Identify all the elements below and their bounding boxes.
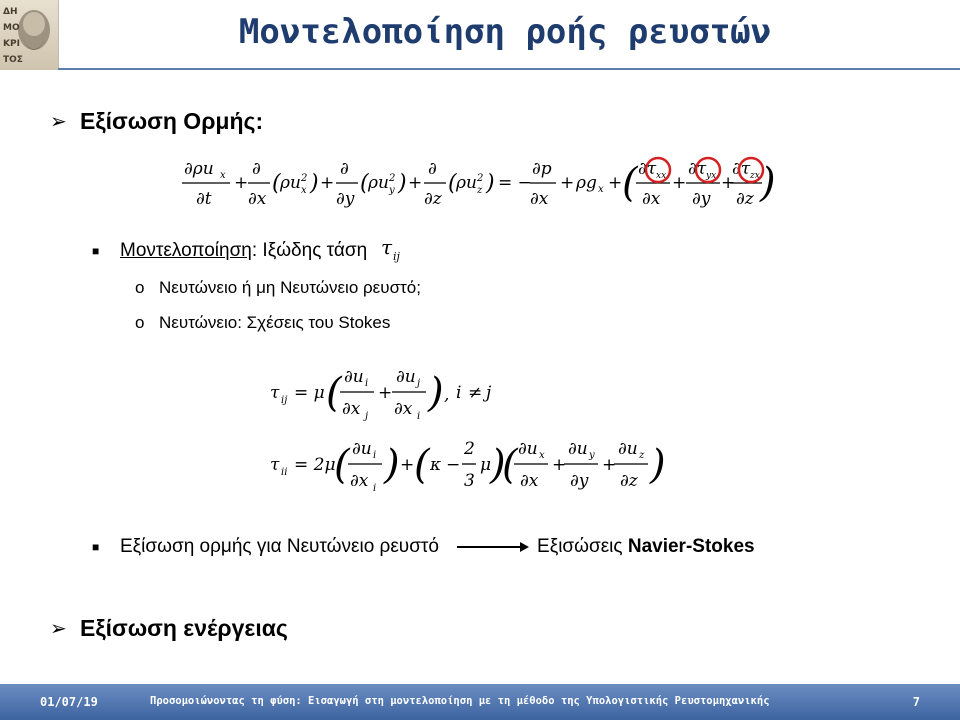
svg-text:): ) — [428, 370, 444, 416]
svg-text:∂x: ∂x — [642, 189, 661, 209]
svg-text:xx: xx — [656, 171, 667, 181]
svg-text:yx: yx — [706, 171, 717, 181]
svg-text:= −: = − — [498, 173, 532, 193]
svg-text:∂p: ∂p — [532, 159, 552, 179]
svg-text:∂u: ∂u — [518, 439, 538, 459]
svg-text:i: i — [417, 411, 421, 422]
svg-text:+: + — [400, 455, 415, 475]
svg-text:∂x: ∂x — [248, 189, 267, 209]
svg-text:(: ( — [334, 442, 350, 488]
bullet-modeling — [92, 236, 417, 266]
svg-text:+: + — [378, 383, 393, 403]
bullet-navier-stokes — [92, 536, 755, 558]
svg-text:+: + — [602, 455, 617, 475]
svg-text:i: i — [365, 378, 369, 389]
svg-text:z: z — [639, 450, 645, 461]
arrow-bullet-icon: ➢ — [50, 111, 67, 133]
svg-text:): ) — [650, 442, 666, 488]
svg-text:∂: ∂ — [340, 159, 349, 179]
svg-text:−: − — [446, 455, 461, 475]
svg-text:(: ( — [272, 171, 281, 196]
svg-text:y: y — [589, 450, 595, 461]
tau-ij-symbol — [377, 236, 417, 266]
bullet-momentum — [50, 108, 263, 135]
svg-text:+: + — [552, 455, 567, 475]
page-title: Μοντελοποίηση ροής ρευστών — [238, 12, 772, 52]
svg-text:i: i — [373, 483, 377, 494]
svg-text:τ: τ — [270, 383, 280, 403]
svg-text:ρu: ρu — [368, 173, 389, 193]
sub-bullet-stokes — [135, 313, 390, 333]
svg-text:(: ( — [448, 171, 457, 196]
title-divider — [58, 68, 960, 70]
svg-text:): ) — [398, 171, 407, 196]
svg-text:): ) — [760, 160, 776, 206]
ns-right-plain: Εξισώσεις — [537, 536, 628, 557]
svg-text:x: x — [598, 184, 604, 195]
footer-bar — [0, 684, 960, 720]
svg-text:j: j — [365, 411, 369, 422]
momentum-equation — [180, 150, 776, 216]
stokes-equations — [268, 358, 668, 504]
svg-text:+: + — [608, 173, 623, 193]
svg-text:∂x: ∂x — [350, 471, 369, 491]
svg-text:,: , — [444, 385, 450, 405]
svg-text:x: x — [301, 185, 307, 196]
svg-text:i: i — [373, 450, 377, 461]
svg-text:ΔΗ: ΔΗ — [3, 7, 18, 17]
bullet-energy — [50, 615, 288, 642]
svg-text:ΤΟΣ: ΤΟΣ — [3, 55, 23, 65]
svg-text:(: ( — [326, 370, 342, 416]
svg-text:ii: ii — [281, 467, 288, 478]
footer-date: 01/07/19 — [40, 695, 98, 709]
svg-text:∂x: ∂x — [394, 399, 413, 419]
svg-text:(: ( — [622, 160, 638, 206]
momentum-heading: Εξίσωση Ορμής: — [80, 108, 264, 134]
svg-text:2: 2 — [301, 173, 308, 184]
svg-text:∂u: ∂u — [568, 439, 588, 459]
circle-bullet-icon: o — [135, 313, 145, 332]
svg-text:∂x: ∂x — [530, 189, 549, 209]
svg-text:x: x — [220, 170, 226, 181]
svg-text:): ) — [486, 171, 495, 196]
svg-text:ρg: ρg — [576, 173, 597, 193]
svg-text:∂y: ∂y — [336, 189, 355, 209]
svg-text:i: i — [456, 383, 462, 403]
svg-text:2: 2 — [477, 173, 484, 184]
svg-text:+: + — [320, 173, 335, 193]
svg-text:≠: ≠ — [468, 383, 483, 403]
sub-bullet-newtonian-question — [135, 278, 421, 298]
svg-text:τ: τ — [381, 235, 393, 259]
svg-text:(: ( — [360, 171, 369, 196]
svg-text:κ: κ — [430, 455, 442, 475]
svg-text:∂z: ∂z — [736, 189, 754, 209]
svg-text:∂x: ∂x — [342, 399, 361, 419]
svg-text:2: 2 — [464, 439, 475, 459]
svg-text:∂u: ∂u — [352, 439, 372, 459]
svg-text:ΚΡΙ: ΚΡΙ — [3, 39, 20, 49]
svg-text:ij: ij — [393, 250, 401, 263]
svg-text:+: + — [721, 173, 736, 193]
energy-heading: Εξίσωση ενέργειας — [80, 615, 288, 641]
svg-text:3: 3 — [464, 471, 475, 491]
svg-text:j: j — [417, 378, 421, 389]
svg-text:j: j — [486, 383, 492, 403]
svg-text:∂t: ∂t — [196, 189, 212, 209]
square-bullet-icon: ■ — [92, 540, 100, 554]
svg-text:ρu: ρu — [456, 173, 477, 193]
svg-text:x: x — [539, 450, 545, 461]
svg-text:+: + — [234, 173, 249, 193]
svg-text:= 2μ: = 2μ — [294, 455, 336, 475]
svg-text:z: z — [477, 185, 483, 196]
svg-text:ρu: ρu — [280, 173, 301, 193]
ns-right-bold: Navier-Stokes — [627, 536, 755, 557]
svg-text:∂ρu: ∂ρu — [184, 159, 214, 179]
svg-text:∂τ: ∂τ — [688, 159, 707, 179]
circle-bullet-icon: o — [135, 278, 145, 297]
svg-text:(: ( — [414, 442, 430, 488]
svg-text:∂z: ∂z — [620, 471, 638, 491]
svg-text:(: ( — [502, 442, 518, 488]
svg-text:): ) — [384, 442, 400, 488]
svg-text:∂u: ∂u — [396, 367, 416, 387]
footer-text: Προσομοιώνοντας τη φύση: Εισαγωγή στη μοντελοποίηση με τη μέθοδο της Υπολογιστικής Ρευστομηχανικής — [150, 695, 770, 707]
sub-bullet-text: Νευτώνειο: Σχέσεις του Stokes — [159, 313, 391, 332]
svg-text:∂: ∂ — [252, 159, 261, 179]
svg-text:∂x: ∂x — [520, 471, 539, 491]
svg-text:+: + — [560, 173, 575, 193]
svg-text:∂: ∂ — [428, 159, 437, 179]
svg-text:zx: zx — [750, 171, 760, 181]
ns-left-text: Εξίσωση ορμής για Νευτώνειο ρευστό — [120, 536, 440, 557]
svg-text:μ: μ — [480, 455, 492, 475]
svg-text:+: + — [672, 173, 687, 193]
ns-right-text — [537, 536, 755, 558]
university-logo-icon — [0, 0, 59, 70]
svg-text:∂u: ∂u — [344, 367, 364, 387]
svg-text:∂τ: ∂τ — [732, 159, 751, 179]
svg-text:): ) — [310, 171, 319, 196]
svg-text:ij: ij — [281, 395, 288, 406]
svg-text:∂u: ∂u — [618, 439, 638, 459]
svg-text:∂z: ∂z — [424, 189, 442, 209]
svg-text:): ) — [490, 442, 506, 488]
svg-text:= μ: = μ — [294, 383, 325, 403]
arrow-bullet-icon: ➢ — [50, 618, 67, 640]
square-bullet-icon: ■ — [92, 244, 100, 258]
svg-text:∂y: ∂y — [692, 189, 711, 209]
modeling-label: Μοντελοποίηση — [120, 240, 252, 261]
svg-text:∂y: ∂y — [570, 471, 589, 491]
svg-text:+: + — [408, 173, 423, 193]
right-arrow-icon — [457, 546, 527, 548]
svg-text:2: 2 — [389, 173, 396, 184]
svg-text:ΜΟ: ΜΟ — [3, 23, 20, 33]
svg-text:∂τ: ∂τ — [638, 159, 657, 179]
page-number: 7 — [912, 695, 920, 709]
modeling-text: : Ιξώδης τάση — [251, 240, 368, 261]
sub-bullet-text: Νευτώνειο ή μη Νευτώνειο ρευστό; — [159, 278, 421, 297]
svg-text:τ: τ — [270, 455, 280, 475]
svg-text:y: y — [389, 185, 395, 196]
